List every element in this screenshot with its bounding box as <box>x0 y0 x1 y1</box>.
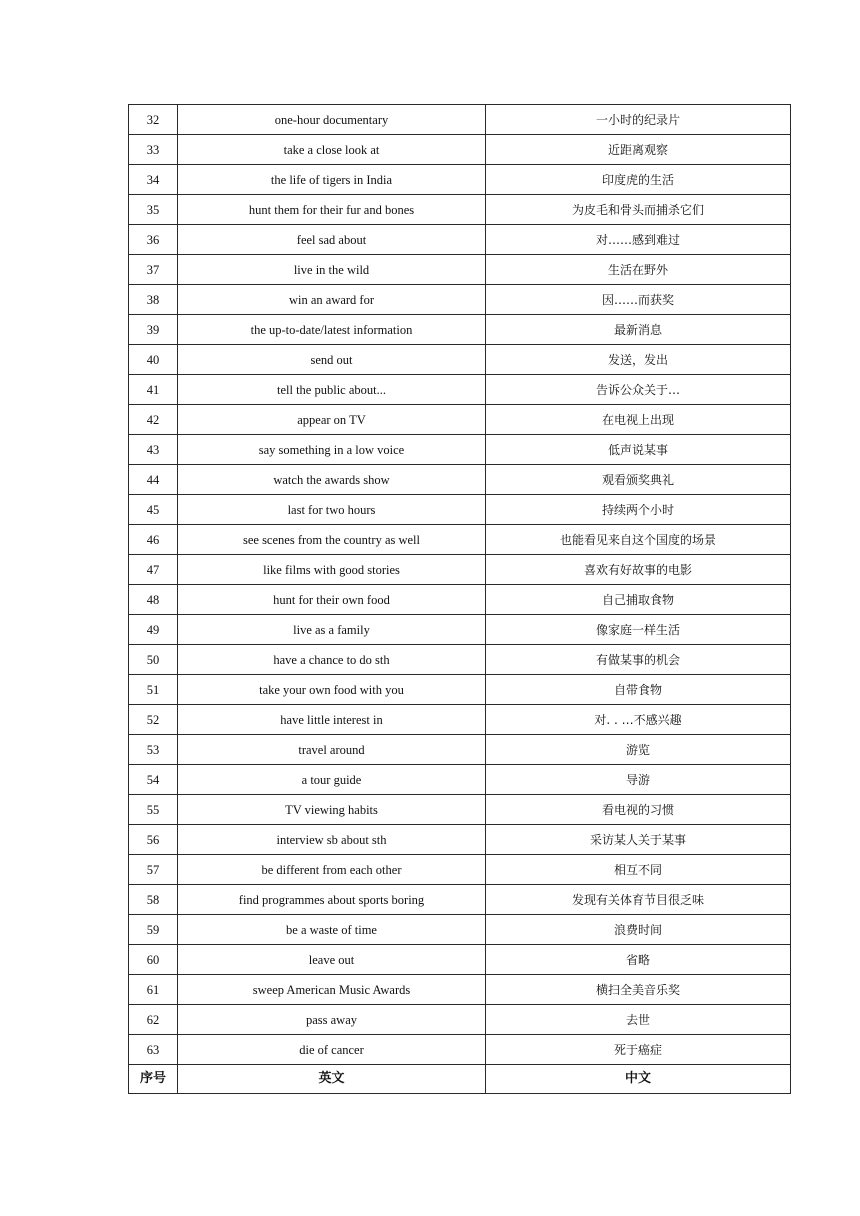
row-number-cell: 56 <box>129 825 178 855</box>
table-row <box>129 705 791 735</box>
chinese-meaning-cell: 导游 <box>486 765 791 795</box>
chinese-meaning-cell: 为皮毛和骨头而捕杀它们 <box>486 195 791 225</box>
english-phrase-cell: say something in a low voice <box>178 435 486 465</box>
header-chinese: 中文 <box>486 1065 791 1094</box>
chinese-meaning-cell: 对……感到难过 <box>486 225 791 255</box>
row-number-cell: 53 <box>129 735 178 765</box>
english-phrase-cell: have little interest in <box>178 705 486 735</box>
row-number-cell: 42 <box>129 405 178 435</box>
chinese-meaning-cell: 游览 <box>486 735 791 765</box>
table-row <box>129 345 791 375</box>
table-row <box>129 135 791 165</box>
english-phrase-cell: have a chance to do sth <box>178 645 486 675</box>
row-number-cell: 49 <box>129 615 178 645</box>
table-row <box>129 885 791 915</box>
row-number-cell: 52 <box>129 705 178 735</box>
table-row <box>129 585 791 615</box>
chinese-meaning-cell: 近距离观察 <box>486 135 791 165</box>
table-row <box>129 675 791 705</box>
table-row <box>129 1035 791 1065</box>
chinese-meaning-cell: 浪费时间 <box>486 915 791 945</box>
table-row <box>129 765 791 795</box>
vocabulary-table-body <box>129 105 791 1094</box>
row-number-cell: 51 <box>129 675 178 705</box>
english-phrase-cell: die of cancer <box>178 1035 486 1065</box>
english-phrase-cell: hunt for their own food <box>178 585 486 615</box>
row-number-cell: 35 <box>129 195 178 225</box>
row-number-cell: 41 <box>129 375 178 405</box>
chinese-meaning-cell: 横扫全美音乐奖 <box>486 975 791 1005</box>
header-english: 英文 <box>178 1065 486 1094</box>
row-number-cell: 50 <box>129 645 178 675</box>
english-phrase-cell: feel sad about <box>178 225 486 255</box>
english-phrase-cell: interview sb about sth <box>178 825 486 855</box>
table-row <box>129 945 791 975</box>
chinese-meaning-cell: 印度虎的生活 <box>486 165 791 195</box>
table-row <box>129 195 791 225</box>
english-phrase-cell: TV viewing habits <box>178 795 486 825</box>
row-number-cell: 40 <box>129 345 178 375</box>
table-row <box>129 285 791 315</box>
english-phrase-cell: last for two hours <box>178 495 486 525</box>
chinese-meaning-cell: 对. . …不感兴趣 <box>486 705 791 735</box>
row-number-cell: 58 <box>129 885 178 915</box>
row-number-cell: 62 <box>129 1005 178 1035</box>
table-row <box>129 645 791 675</box>
table-row <box>129 825 791 855</box>
table-row <box>129 1005 791 1035</box>
english-phrase-cell: like films with good stories <box>178 555 486 585</box>
row-number-cell: 57 <box>129 855 178 885</box>
chinese-meaning-cell: 持续两个小时 <box>486 495 791 525</box>
row-number-cell: 55 <box>129 795 178 825</box>
vocabulary-table <box>128 104 791 1094</box>
row-number-cell: 47 <box>129 555 178 585</box>
table-row <box>129 225 791 255</box>
english-phrase-cell: take your own food with you <box>178 675 486 705</box>
chinese-meaning-cell: 观看颁奖典礼 <box>486 465 791 495</box>
table-row <box>129 105 791 135</box>
row-number-cell: 33 <box>129 135 178 165</box>
english-phrase-cell: a tour guide <box>178 765 486 795</box>
chinese-meaning-cell: 采访某人关于某事 <box>486 825 791 855</box>
english-phrase-cell: travel around <box>178 735 486 765</box>
table-row <box>129 435 791 465</box>
chinese-meaning-cell: 相互不同 <box>486 855 791 885</box>
english-phrase-cell: take a close look at <box>178 135 486 165</box>
table-row <box>129 465 791 495</box>
table-header-row <box>129 1065 791 1094</box>
row-number-cell: 39 <box>129 315 178 345</box>
chinese-meaning-cell: 最新消息 <box>486 315 791 345</box>
table-row <box>129 405 791 435</box>
table-row <box>129 915 791 945</box>
chinese-meaning-cell: 看电视的习惯 <box>486 795 791 825</box>
english-phrase-cell: the life of tigers in India <box>178 165 486 195</box>
english-phrase-cell: win an award for <box>178 285 486 315</box>
english-phrase-cell: the up-to-date/latest information <box>178 315 486 345</box>
row-number-cell: 63 <box>129 1035 178 1065</box>
table-row <box>129 975 791 1005</box>
header-number: 序号 <box>129 1065 178 1094</box>
english-phrase-cell: appear on TV <box>178 405 486 435</box>
english-phrase-cell: live in the wild <box>178 255 486 285</box>
row-number-cell: 32 <box>129 105 178 135</box>
row-number-cell: 45 <box>129 495 178 525</box>
english-phrase-cell: be different from each other <box>178 855 486 885</box>
table-row <box>129 525 791 555</box>
table-row <box>129 165 791 195</box>
row-number-cell: 34 <box>129 165 178 195</box>
row-number-cell: 37 <box>129 255 178 285</box>
chinese-meaning-cell: 省略 <box>486 945 791 975</box>
row-number-cell: 43 <box>129 435 178 465</box>
chinese-meaning-cell: 告诉公众关于… <box>486 375 791 405</box>
chinese-meaning-cell: 发送，发出 <box>486 345 791 375</box>
row-number-cell: 54 <box>129 765 178 795</box>
english-phrase-cell: find programmes about sports boring <box>178 885 486 915</box>
english-phrase-cell: one-hour documentary <box>178 105 486 135</box>
table-row <box>129 615 791 645</box>
table-row <box>129 495 791 525</box>
row-number-cell: 59 <box>129 915 178 945</box>
chinese-meaning-cell: 死于癌症 <box>486 1035 791 1065</box>
chinese-meaning-cell: 喜欢有好故事的电影 <box>486 555 791 585</box>
english-phrase-cell: leave out <box>178 945 486 975</box>
row-number-cell: 44 <box>129 465 178 495</box>
english-phrase-cell: tell the public about... <box>178 375 486 405</box>
chinese-meaning-cell: 低声说某事 <box>486 435 791 465</box>
row-number-cell: 48 <box>129 585 178 615</box>
chinese-meaning-cell: 因……而获奖 <box>486 285 791 315</box>
row-number-cell: 46 <box>129 525 178 555</box>
english-phrase-cell: watch the awards show <box>178 465 486 495</box>
table-row <box>129 795 791 825</box>
chinese-meaning-cell: 也能看见来自这个国度的场景 <box>486 525 791 555</box>
chinese-meaning-cell: 自己捕取食物 <box>486 585 791 615</box>
row-number-cell: 38 <box>129 285 178 315</box>
english-phrase-cell: hunt them for their fur and bones <box>178 195 486 225</box>
english-phrase-cell: sweep American Music Awards <box>178 975 486 1005</box>
chinese-meaning-cell: 自带食物 <box>486 675 791 705</box>
table-row <box>129 375 791 405</box>
table-row <box>129 255 791 285</box>
table-row <box>129 735 791 765</box>
english-phrase-cell: pass away <box>178 1005 486 1035</box>
english-phrase-cell: live as a family <box>178 615 486 645</box>
row-number-cell: 60 <box>129 945 178 975</box>
chinese-meaning-cell: 生活在野外 <box>486 255 791 285</box>
table-row <box>129 555 791 585</box>
row-number-cell: 36 <box>129 225 178 255</box>
chinese-meaning-cell: 像家庭一样生活 <box>486 615 791 645</box>
table-row <box>129 315 791 345</box>
english-phrase-cell: see scenes from the country as well <box>178 525 486 555</box>
chinese-meaning-cell: 有做某事的机会 <box>486 645 791 675</box>
row-number-cell: 61 <box>129 975 178 1005</box>
table-row <box>129 855 791 885</box>
english-phrase-cell: send out <box>178 345 486 375</box>
chinese-meaning-cell: 在电视上出现 <box>486 405 791 435</box>
chinese-meaning-cell: 发现有关体育节目很乏味 <box>486 885 791 915</box>
english-phrase-cell: be a waste of time <box>178 915 486 945</box>
chinese-meaning-cell: 一小时的纪录片 <box>486 105 791 135</box>
chinese-meaning-cell: 去世 <box>486 1005 791 1035</box>
